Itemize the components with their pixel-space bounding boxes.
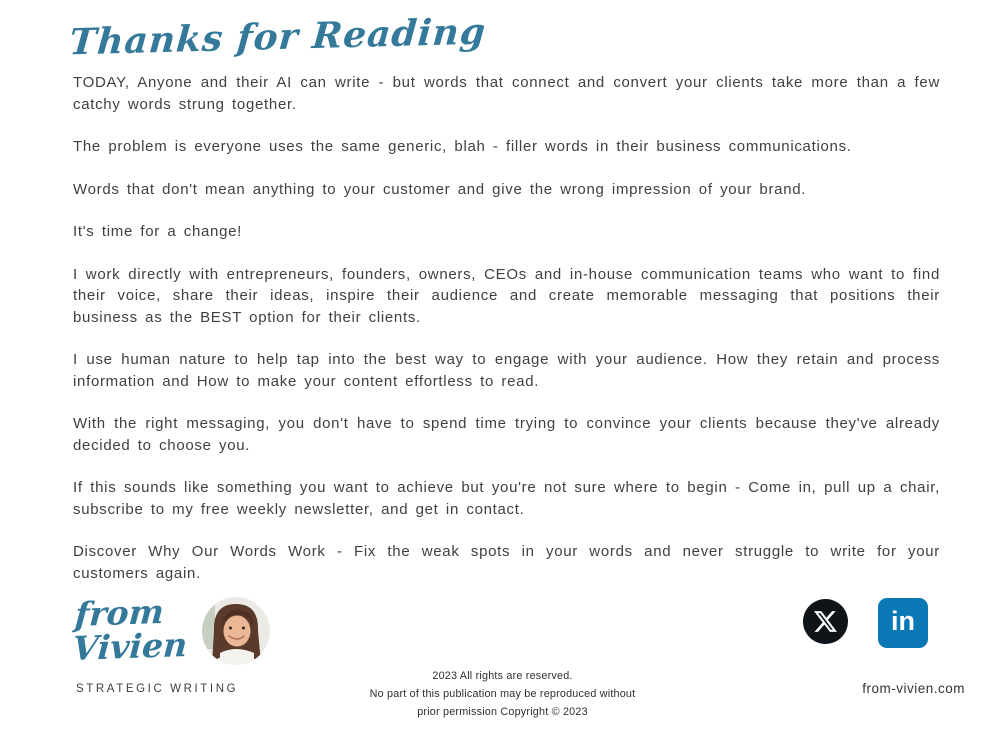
linkedin-icon: in bbox=[891, 605, 915, 636]
x-social-icon bbox=[814, 610, 837, 633]
avatar bbox=[202, 597, 270, 665]
signature-line-2: Vivien bbox=[71, 625, 189, 668]
paragraph: TODAY, Anyone and their AI can write - but words that connect and convert your clients take more than a few catchy words strung together. bbox=[73, 74, 940, 113]
portrait-photo-icon bbox=[202, 597, 270, 665]
copyright-line-3: prior permission Copyright © 2023 bbox=[417, 706, 588, 718]
tagline: STRATEGIC WRITING bbox=[76, 683, 239, 695]
copyright-line-2: No part of this publication may be reproduced without bbox=[369, 688, 636, 700]
paragraph: I use human nature to help tap into the best way to engage with your audience. How they retain and process information and How to make your content effortless to read. bbox=[73, 351, 940, 390]
signature-line-1: from bbox=[73, 591, 166, 634]
body-text bbox=[73, 72, 940, 584]
copyright-notice bbox=[0, 667, 1005, 721]
copyright-line-1: 2023 All rights are reserved. bbox=[432, 670, 573, 682]
linkedin-button[interactable] bbox=[878, 598, 928, 648]
x-social-button[interactable] bbox=[803, 599, 848, 644]
paragraph: Words that don't mean anything to your customer and give the wrong impression of your brand. bbox=[73, 180, 807, 198]
page-title: Thanks for Reading bbox=[67, 10, 488, 64]
paragraph: The problem is everyone uses the same generic, blah - filler words in their business communications. bbox=[73, 138, 852, 155]
website-link[interactable]: from-vivien.com bbox=[862, 681, 965, 696]
paragraph: Discover Why Our Words Work - Fix the weak spots in your words and never struggle to write for your customers again. bbox=[73, 543, 940, 582]
paragraph: With the right messaging, you don't have to spend time trying to convince your clients because they've already decided to choose you. bbox=[73, 415, 940, 454]
paragraph: If this sounds like something you want to achieve but you're not sure where to begin - Come in, pull up a chair, subscribe to my free weekly newsletter, and get in contact. bbox=[73, 479, 940, 518]
signature bbox=[71, 591, 190, 668]
paragraph: It's time for a change! bbox=[73, 223, 243, 240]
paragraph: I work directly with entrepreneurs, founders, owners, CEOs and in-house communication teams who want to find their voice, share their ideas, inspire their audience and create memorable messaging that positions their business as the BEST option for their clients. bbox=[73, 265, 940, 326]
